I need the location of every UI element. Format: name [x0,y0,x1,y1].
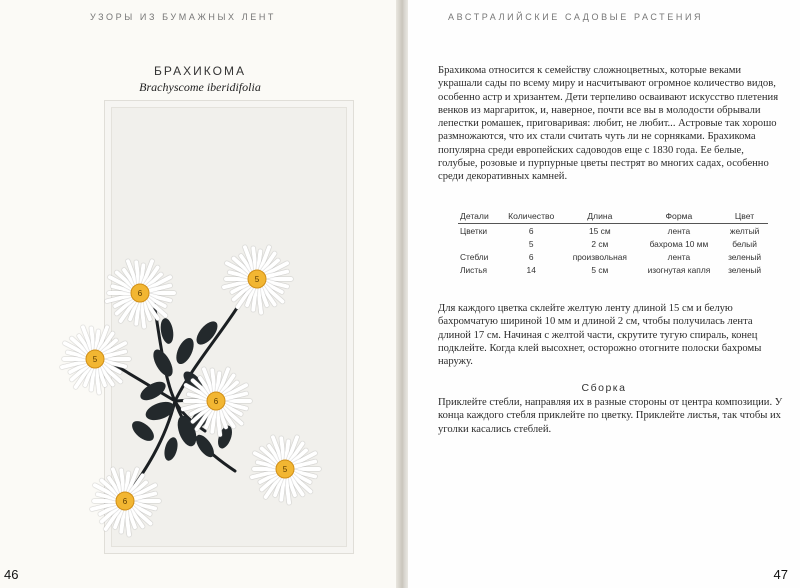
table-cell: произвольная [572,252,627,262]
table-cell: лента [667,252,691,262]
table-cell [458,237,499,250]
table-header: Длина [563,211,637,224]
table-cell: 2 см [591,239,609,249]
table-cell: лента [667,226,691,236]
assembly-paragraph: Приклейте стебли, направляя их в разные стороны от центра композиции. У конца каждого стебля приклейте по цветку. Приклейте листья, так чтобы их уголки касались стеблей. [438,397,783,435]
assembly-heading: Сборка [581,382,627,394]
petal [91,328,94,351]
right-page [408,0,800,588]
table-header-row [458,211,768,224]
quilling-photo [92,100,354,554]
petal [212,370,215,393]
leaf [173,335,198,366]
petal [136,262,139,285]
daisy-flower [107,261,174,327]
flower-center-label: 5 [92,355,98,364]
leaf [193,318,222,348]
flower-center-label: 6 [122,497,128,506]
petal [281,438,284,461]
flower-center-label: 5 [282,465,288,474]
petal [121,470,124,493]
table-cell: бахрома 10 мм [649,239,709,249]
table-cell: изогнутая капля [647,265,711,275]
leaf [129,417,158,444]
flower-center-label: 6 [137,289,143,298]
daisy-flower [92,469,159,535]
table-header: Форма [637,211,721,224]
table-header: Цвет [721,211,768,224]
table-row [458,237,768,250]
table-cell: 6 [528,226,534,236]
table-cell: Цветки [460,226,488,236]
daisy-flower [224,247,291,313]
page-title: БРАХИКОМА [154,64,246,78]
table-cell: белый [732,239,757,249]
table-cell: зеленый [728,265,762,275]
table-cell: 14 [526,265,536,275]
table-header: Детали [458,211,499,224]
table-cell: Листья [460,265,488,275]
running-head-left: УЗОРЫ ИЗ БУМАЖНЫХ ЛЕНТ [90,12,277,22]
flower-center-label: 5 [254,275,260,284]
table-cell: 15 см [589,226,611,236]
table-cell: 5 [528,239,534,249]
table-row [458,250,768,263]
materials-table [458,211,768,276]
daisy-artwork [92,101,353,553]
table-row [458,224,768,238]
table-header: Количество [499,211,562,224]
instructions-paragraph: Для каждого цветка склейте желтую ленту длиной 15 см и белую бахромчатую шириной 10 мм и длиной 2 см, чтобы получилась лента длиной 17 см. Начиная с желтой части, скрутите тугую спираль, конец подклейте. Когда клей высохнет, осторожно отогните полоски бахромы наружу. [438,303,762,368]
daisy-flower [62,327,129,393]
page-number-right: 47 [773,567,788,582]
page-number-left: 46 [4,567,19,582]
petal [253,248,256,271]
table-cell: 5 см [591,265,609,275]
table-cell: желтый [729,226,760,236]
table-row [458,263,768,276]
leaf [162,436,180,462]
table-cell: 6 [528,252,534,262]
table-cell: зеленый [728,252,762,262]
table-cell: Стебли [460,252,489,262]
running-head-right: АВСТРАЛИЙСКИЕ САДОВЫЕ РАСТЕНИЯ [448,12,704,22]
leaf [143,398,177,423]
latin-name: Brachyscome iberidifolia [139,80,261,94]
intro-paragraph: Брахикома относится к семейству сложноцветных, которые веками украшали сады по всему миру и насчитывают огромное количество видов, особенно астр и хризантем. Дети терпеливо осваивают искусство плетения венков из маргариток, и, наверное, почти все вы в молодости обрывали лепестки ромашек, приговаривая: любит, не любит... Астровые так хорошо размножаются, что их стали считать чуть ли не сорняками. Брахикома популярна среди европейских садоводов еще с 1830 года. Ее белые, голубые, розовые и пурпурные цветы пестрят во многих садах, особенно среди декоративных камней. [438,65,779,183]
daisy-flower [252,437,319,503]
flower-center-label: 6 [213,397,219,406]
flowers [62,247,319,535]
